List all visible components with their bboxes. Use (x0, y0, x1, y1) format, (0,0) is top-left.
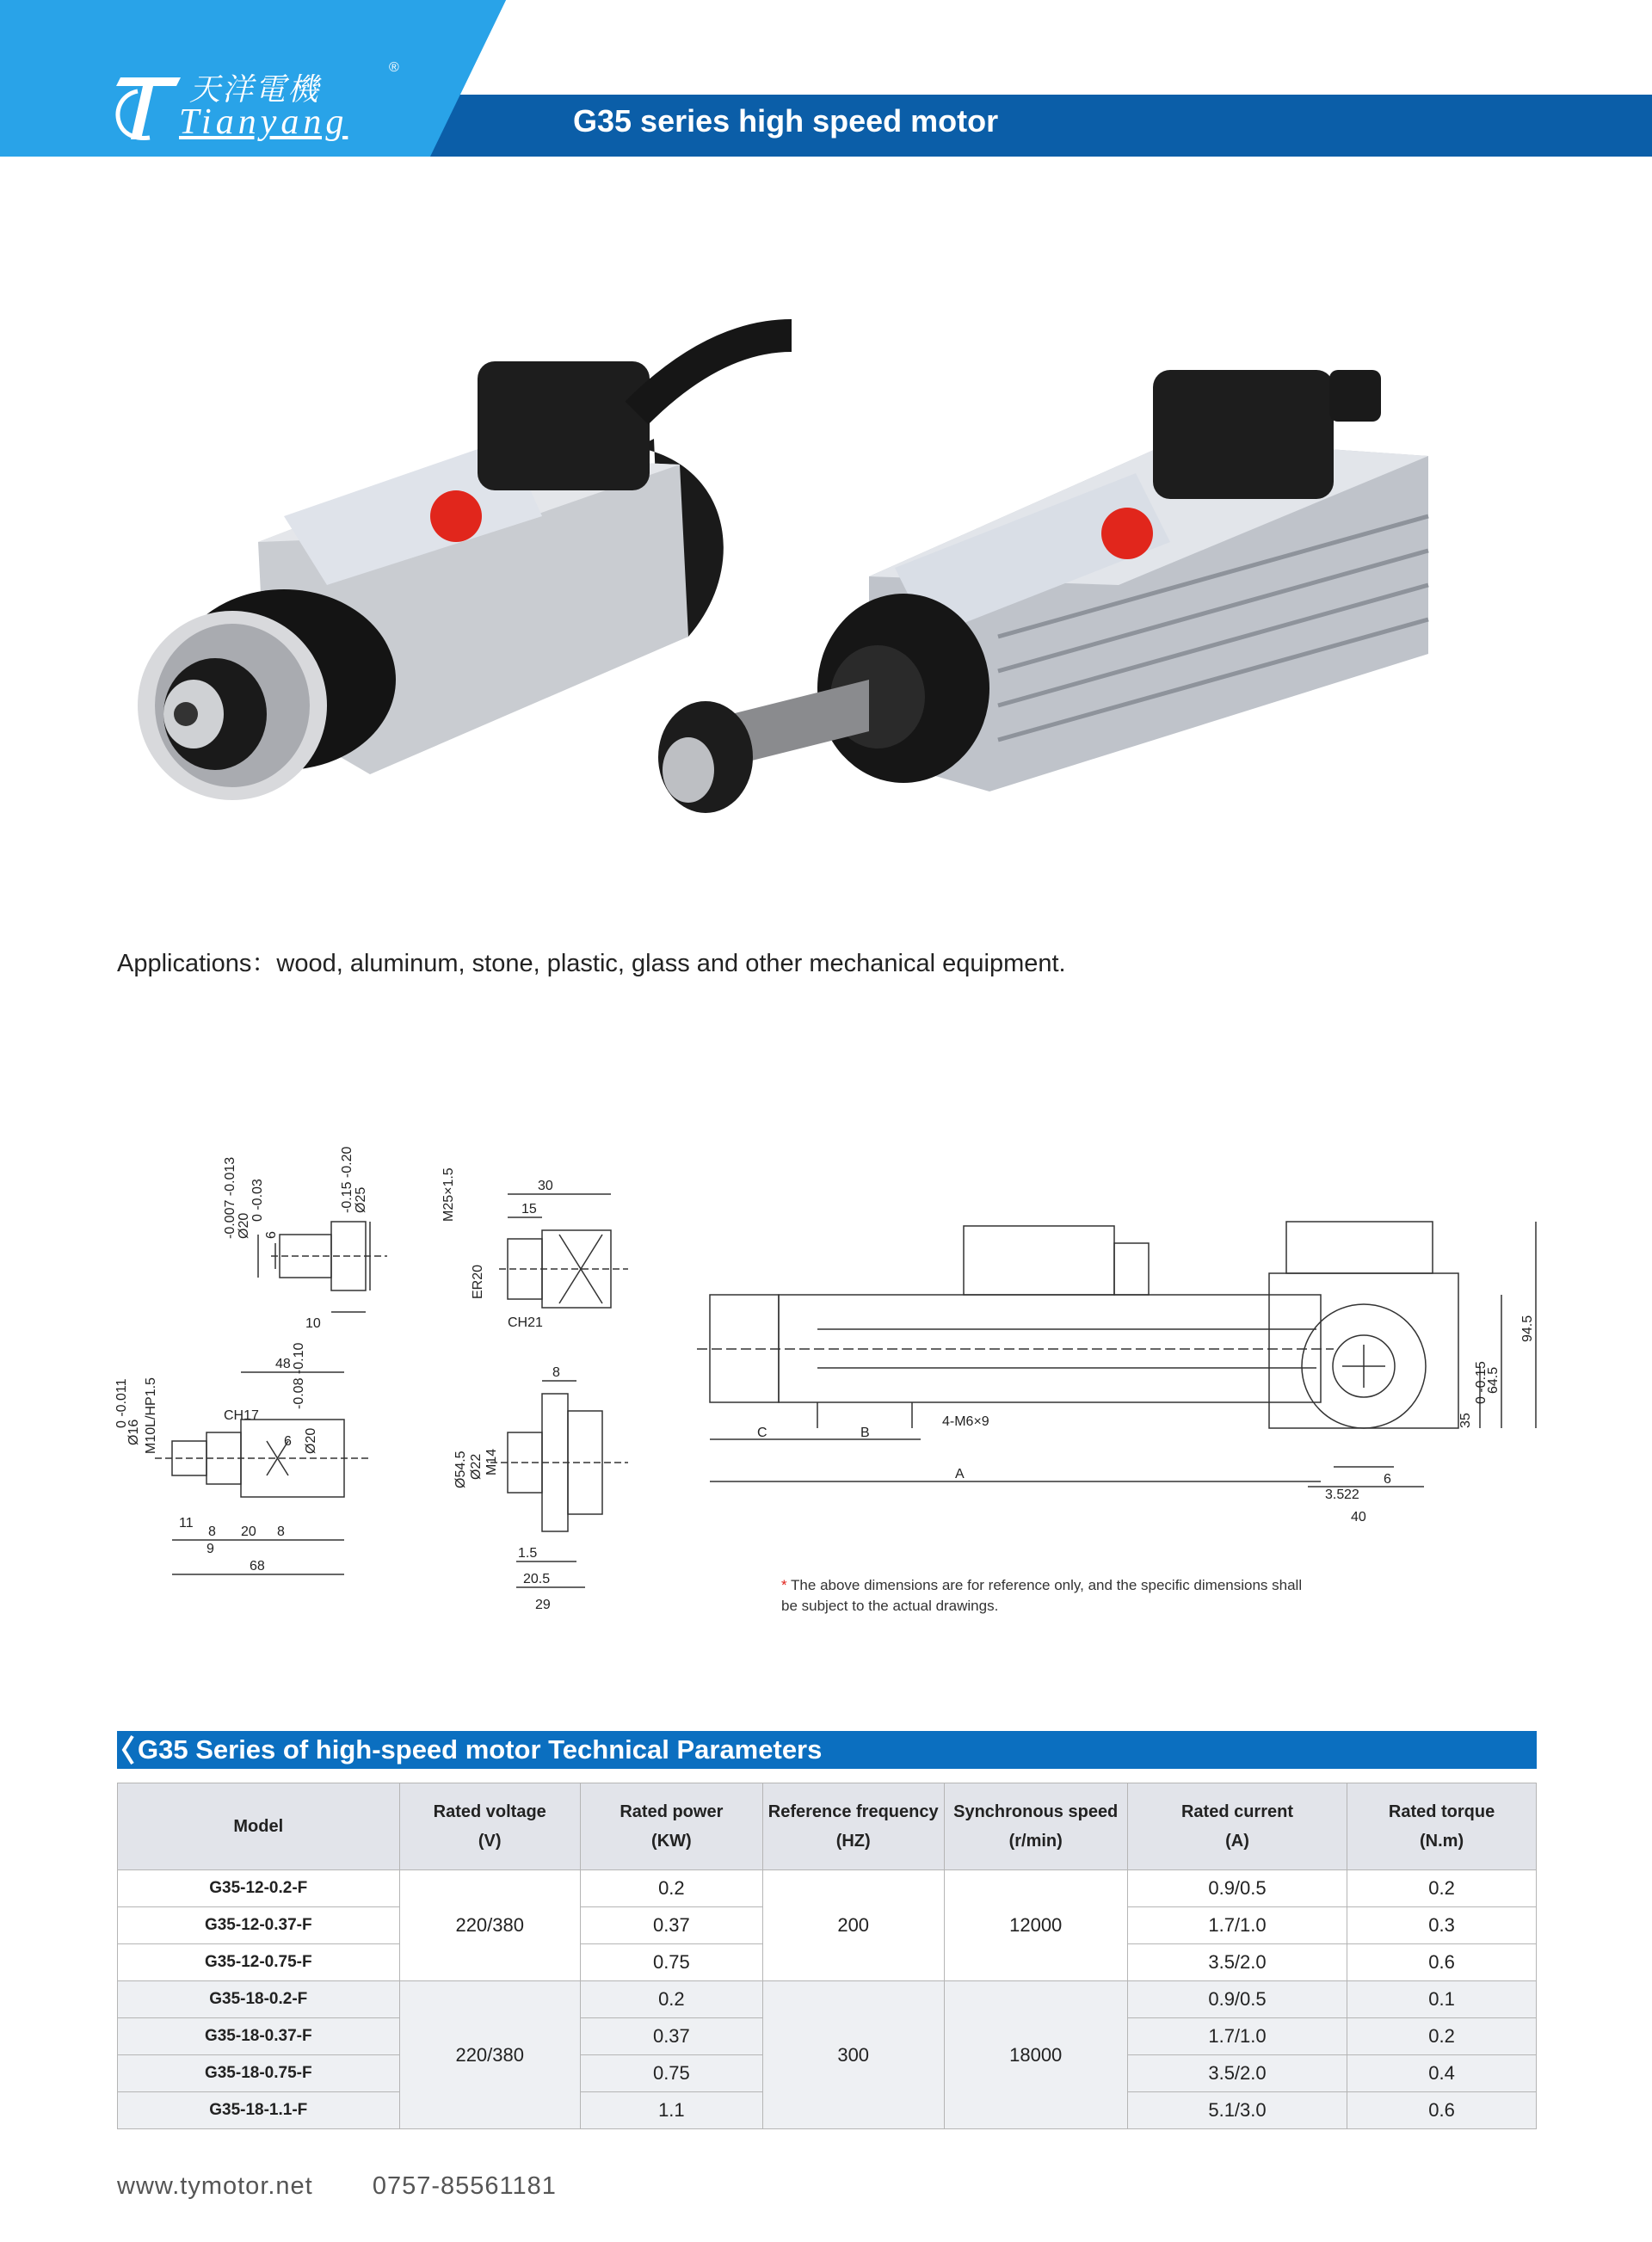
table-row (118, 1981, 1537, 2018)
header-current: Rated current (A) (1127, 1783, 1347, 1870)
dim-35-tol: 0 -0.15 (1474, 1361, 1489, 1404)
logo-chinese: 天洋電機 (189, 72, 321, 108)
dim-d20-tol: -0.007 -0.013 (223, 1156, 237, 1239)
header-torque: Rated torque (N.m) (1347, 1783, 1537, 1870)
dim-40: 40 (1351, 1510, 1366, 1524)
cell-current: 3.5/2.0 (1127, 2055, 1347, 2092)
header-frequency: Reference frequency (HZ) (762, 1783, 944, 1870)
dim-20-5: 20.5 (523, 1572, 551, 1586)
dim-d54: Ø54.5 (453, 1451, 468, 1488)
dim-11: 11 (179, 1516, 194, 1531)
dim-6: 6 (264, 1231, 279, 1239)
dim-94-5: 94.5 (1520, 1315, 1535, 1342)
drawing-shaft-bottom (155, 1372, 370, 1574)
dim-c: C (757, 1426, 767, 1440)
dim-8p: 8 (552, 1365, 560, 1380)
cell-current: 1.7/1.0 (1127, 2018, 1347, 2055)
cell-model: G35-12-0.75-F (118, 1944, 400, 1981)
cell-voltage: 220/380 (399, 1870, 580, 1981)
logo-mark-icon (112, 60, 189, 146)
footer-website[interactable]: www.tymotor.net (117, 2172, 313, 2200)
logo-english: Tianyang (179, 102, 348, 142)
dim-m10: M10L/HP1.5 (144, 1377, 158, 1454)
cell-torque: 0.2 (1347, 2018, 1537, 2055)
cell-torque: 0.6 (1347, 2092, 1537, 2129)
dimension-labels (114, 1147, 1535, 1612)
header-power: Rated power (KW) (580, 1783, 762, 1870)
cell-model: G35-18-0.37-F (118, 2018, 400, 2055)
company-logo[interactable] (112, 60, 399, 146)
cell-current: 0.9/0.5 (1127, 1981, 1347, 2018)
dim-64-5: 64.5 (1486, 1366, 1501, 1394)
dim-15: 15 (521, 1202, 537, 1216)
cell-power: 0.75 (580, 1944, 762, 1981)
dim-d16: Ø16 (126, 1419, 141, 1445)
header-voltage: Rated voltage (V) (399, 1783, 580, 1870)
dim-er20: ER20 (471, 1264, 485, 1299)
dim-d20: Ø20 (237, 1212, 251, 1239)
product-photos (0, 310, 1652, 826)
cell-current: 1.7/1.0 (1127, 1907, 1347, 1944)
dim-30: 30 (538, 1179, 553, 1193)
cell-frequency: 300 (762, 1981, 944, 2129)
section-chevron-icon (117, 1731, 138, 1769)
dim-6-tol: 0 -0.03 (250, 1179, 265, 1222)
cell-torque: 0.4 (1347, 2055, 1537, 2092)
dim-d22: Ø22 (469, 1453, 484, 1480)
dimension-note (781, 1575, 1315, 1617)
cell-torque: 0.6 (1347, 1944, 1537, 1981)
technical-drawings (112, 1136, 1575, 1626)
cell-power: 0.37 (580, 2018, 762, 2055)
dim-ch21: CH21 (508, 1315, 543, 1330)
cell-power: 1.1 (580, 2092, 762, 2129)
dim-holes: 4-M6×9 (942, 1414, 989, 1429)
logo-registered: ® (389, 60, 399, 75)
dim-10: 10 (305, 1316, 321, 1331)
dim-d25: Ø25 (354, 1186, 368, 1213)
dim-m14: M14 (484, 1448, 499, 1475)
dim-d20b-tol: -0.08 -0.10 (292, 1342, 306, 1409)
dim-d16-tol: 0 -0.011 (114, 1378, 129, 1428)
cell-model: G35-18-0.2-F (118, 1981, 400, 2018)
dim-48: 48 (275, 1357, 291, 1371)
page-title: G35 series high speed motor (573, 103, 999, 139)
dim-d25-tol: -0.15 -0.20 (340, 1146, 354, 1213)
applications-text: Applications：wood, aluminum, stone, plastic, glass and other mechanical equipment. (117, 950, 1066, 977)
cell-power: 0.37 (580, 1907, 762, 1944)
note-text: The above dimensions are for reference only, and the specific dimensions shall be subject to the actual drawings. (781, 1577, 1303, 1614)
header-speed: Synchronous speed (r/min) (944, 1783, 1127, 1870)
cell-power: 0.75 (580, 2055, 762, 2092)
dim-68: 68 (250, 1559, 265, 1574)
drawing-front-view (1269, 1222, 1536, 1487)
footer-phone: 0757-85561181 (372, 2172, 557, 2200)
dim-6b: 6 (284, 1434, 292, 1449)
cell-speed: 12000 (944, 1870, 1127, 1981)
table-header-row (118, 1783, 1537, 1870)
dim-9: 9 (206, 1542, 214, 1556)
dim-3-5: 3.5 (1325, 1487, 1345, 1502)
parameters-table (117, 1783, 1537, 2129)
dim-1-5: 1.5 (518, 1546, 538, 1561)
cell-model: G35-12-0.37-F (118, 1907, 400, 1944)
cell-model: G35-18-0.75-F (118, 2055, 400, 2092)
dim-a: A (955, 1467, 965, 1481)
cell-speed: 18000 (944, 1981, 1127, 2129)
dim-22: 22 (1344, 1487, 1359, 1502)
page-header (0, 0, 1652, 157)
dim-29: 29 (535, 1598, 551, 1612)
dim-ch17: CH17 (224, 1408, 259, 1423)
header-model: Model (118, 1783, 400, 1870)
cell-frequency: 200 (762, 1870, 944, 1981)
cell-torque: 0.3 (1347, 1907, 1537, 1944)
dim-b: B (860, 1426, 870, 1440)
section-title: G35 Series of high-speed motor Technical Parameters (138, 1734, 823, 1765)
cell-voltage: 220/380 (399, 1981, 580, 2129)
dim-35: 35 (1458, 1413, 1473, 1428)
cell-model: G35-18-1.1-F (118, 2092, 400, 2129)
dim-8b: 8 (277, 1524, 285, 1539)
dim-d20b: Ø20 (304, 1427, 318, 1454)
drawing-collet-top (499, 1194, 628, 1308)
note-star: * (781, 1577, 787, 1593)
cell-torque: 0.1 (1347, 1981, 1537, 2018)
dim-8a: 8 (208, 1524, 216, 1539)
drawing-side-view (697, 1226, 1334, 1481)
dim-m25: M25×1.5 (441, 1167, 456, 1222)
drawing-pulley (490, 1381, 628, 1587)
dim-6f: 6 (1384, 1472, 1391, 1487)
cell-current: 3.5/2.0 (1127, 1944, 1347, 1981)
dim-20: 20 (241, 1524, 256, 1539)
cell-model: G35-12-0.2-F (118, 1870, 400, 1907)
motor-photo-right (658, 370, 1428, 813)
cell-power: 0.2 (580, 1981, 762, 2018)
cell-current: 5.1/3.0 (1127, 2092, 1347, 2129)
table-row (118, 1870, 1537, 1907)
cell-current: 0.9/0.5 (1127, 1870, 1347, 1907)
cell-power: 0.2 (580, 1870, 762, 1907)
page-footer (117, 2172, 608, 2201)
cell-torque: 0.2 (1347, 1870, 1537, 1907)
